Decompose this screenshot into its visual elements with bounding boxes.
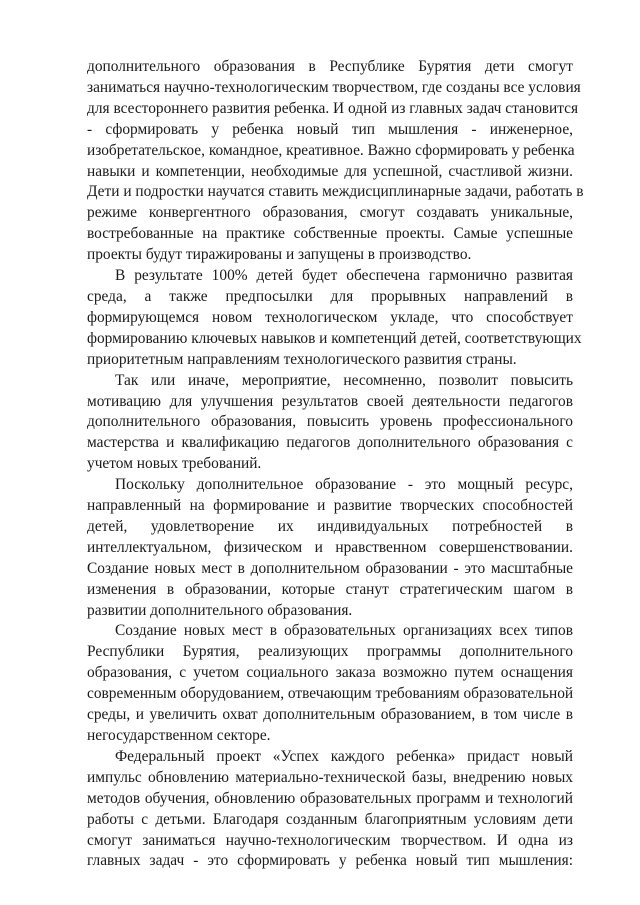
text-line: современным оборудованием, отвечающим требованиям образовательной	[87, 685, 574, 703]
text-line: Создание новых мест в дополнительном образовании - это масштабные	[87, 559, 573, 577]
paragraph-6	[87, 747, 573, 872]
text-line: направленный на формирование и развитие творческих способностей	[87, 497, 573, 515]
text-line: среды, и увеличить охват дополнительным образованием, в том числе в	[87, 706, 573, 724]
paragraph-5	[87, 621, 573, 746]
paragraph-4	[87, 475, 573, 621]
text-line: дополнительного образования в Республике Бурятия дети смогут	[87, 58, 573, 75]
text-line: главных задач - это сформировать у ребенка новый тип мышления:	[87, 852, 573, 870]
text-line: формированию ключевых навыков и компетенций детей, соответствующих	[87, 329, 582, 347]
text-line: востребованные на практике собственные проекты. Самые успешные	[87, 225, 573, 243]
paragraph-2	[87, 266, 582, 371]
text-line: методов обучения, обновлению образовательных программ и технологий	[87, 789, 573, 807]
text-line: Дети и подростки научатся ставить междисциплинарные задачи, работать в	[87, 183, 584, 201]
text-line: изобретательское, командное, креативное. Важно сформировать у ребенка	[87, 141, 575, 159]
text-line: мотивацию для улучшения результатов своей деятельности педагогов	[87, 392, 573, 410]
text-line: развитии дополнительного образования.	[87, 601, 353, 619]
text-line: Поскольку дополнительное образование - это мощный ресурс,	[115, 476, 573, 494]
text-line: проекты будут тиражированы и запущены в производство.	[87, 246, 472, 264]
text-line: негосударственном секторе.	[87, 727, 271, 744]
text-line: образования, с учетом социального заказа возможно путем оснащения	[87, 664, 573, 682]
text-line: смогут заниматься научно-технологическим творчеством. И одна из	[87, 831, 573, 849]
text-line: интеллектуальном, физическом и нравственном совершенствовании.	[87, 538, 573, 556]
text-line: режиме конвергентного образования, смогут создавать уникальные,	[87, 204, 573, 222]
text-line: детей, удовлетворение их индивидуальных потребностей в	[87, 517, 573, 535]
text-line: заниматься научно-технологическим творчеством, где созданы все условия	[87, 78, 581, 96]
text-line: навыки и компетенции, необходимые для успешной, счастливой жизни.	[87, 162, 573, 180]
text-line: дополнительного образования, повысить уровень профессионального	[87, 413, 573, 431]
text-line: - сформировать у ребенка новый тип мышления - инженерное,	[87, 120, 573, 138]
text-line: среда, а также предпосылки для прорывных направлений в	[87, 287, 573, 305]
text-line: Федеральный проект «Успех каждого ребенка» придаст новый	[115, 747, 573, 765]
paragraph-3	[87, 371, 573, 476]
text-line: для всестороннего развития ребенка. И одной из главных задач становится	[87, 99, 579, 117]
text-line: Создание новых мест в образовательных организациях всех типов	[115, 622, 573, 640]
text-line: В результате 100% детей будет обеспечена гармонично развитая	[115, 267, 573, 285]
text-line: импульс обновлению материально-технической базы, внедрению новых	[87, 768, 573, 786]
text-line: учетом новых требований.	[87, 455, 262, 473]
text-line: Республики Бурятия, реализующих программы дополнительного	[87, 643, 573, 661]
text-line: работы с детьми. Благодаря созданным благоприятным условиям дети	[87, 810, 573, 828]
text-line: приоритетным направлениям технологического развития страны.	[87, 350, 517, 368]
text-line: формирующемся новом технологическом укладе, что способствует	[87, 308, 573, 326]
text-line: мастерства и квалификацию педагогов дополнительного образования с	[87, 434, 573, 452]
document-body	[87, 57, 584, 872]
text-line: изменения в образовании, которые станут стратегическим шагом в	[87, 580, 573, 598]
text-line: Так или иначе, мероприятие, несомненно, позволит повысить	[115, 371, 573, 389]
paragraph-1	[87, 57, 584, 266]
